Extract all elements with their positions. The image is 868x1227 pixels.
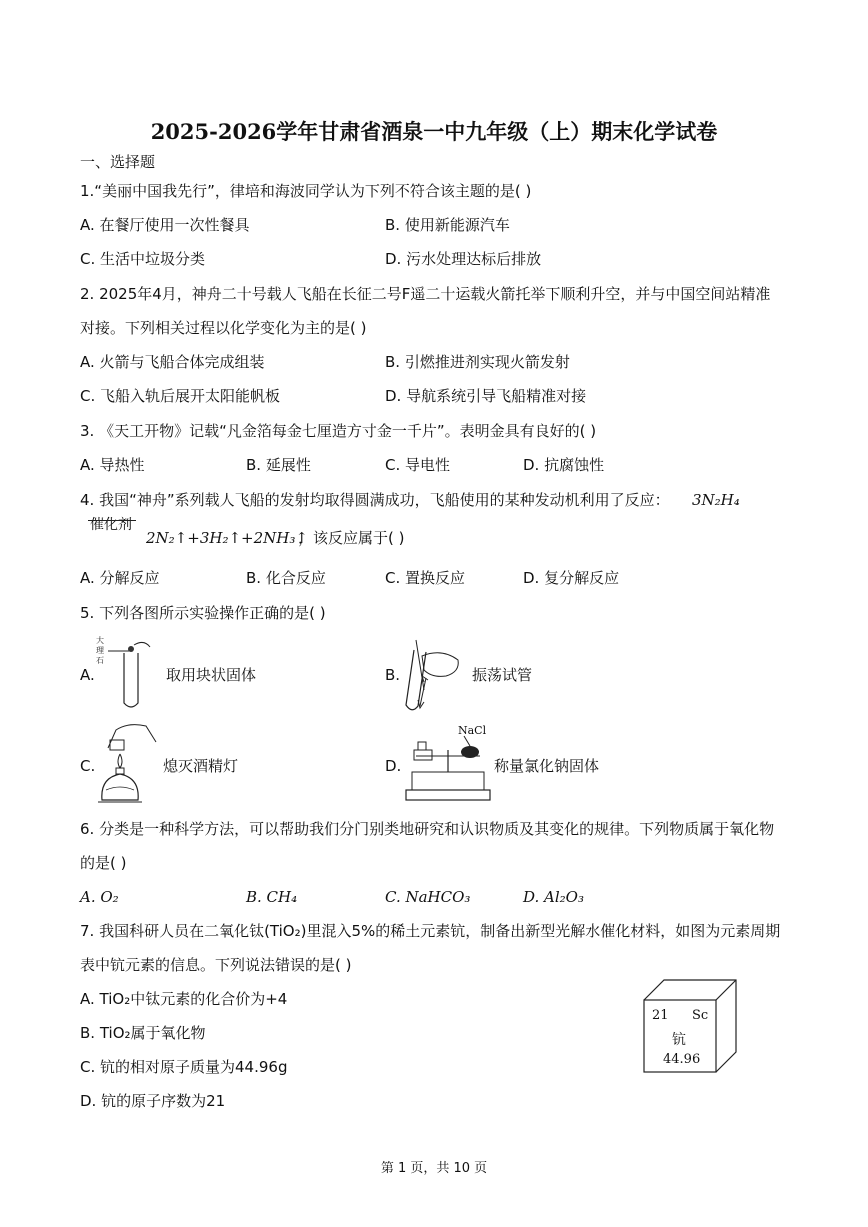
q5-option-d-label: 称量氯化钠固体 [494, 757, 600, 775]
q3-option-b: B. 延展性 [246, 456, 311, 474]
q2-option-a: A. 火箭与飞船合体完成组装 [80, 353, 265, 371]
q4-reactant: 3N₂H₄ [692, 491, 740, 509]
q7-option-c: C. 钪的相对原子质量为44.96g [80, 1058, 288, 1076]
q7-stem-line2: 表中钪元素的信息。下列说法错误的是( ) [80, 956, 352, 974]
q3-stem: 3. 《天工开物》记载“凡金箔每金七厘造方寸金一千片”。表明金具有良好的( ) [80, 422, 597, 440]
q1-stem: 1.“美丽中国我先行”，律培和海波同学认为下列不符合该主题的是( ) [80, 182, 532, 200]
q3-option-a: A. 导热性 [80, 456, 145, 474]
q1-option-c: C. 生活中垃圾分类 [80, 250, 206, 268]
q4-stem-line2: ，该反应属于( ) [298, 529, 405, 547]
element-name: 钪 [672, 1032, 686, 1048]
q7-option-a: A. TiO₂中钛元素的化合价为+4 [80, 990, 288, 1008]
q4-option-a: A. 分解反应 [80, 569, 160, 587]
q5-option-d: D. [385, 757, 402, 775]
page-title: 2025-2026学年甘肃省酒泉一中九年级（上）期末化学试卷 [150, 119, 718, 144]
q5-option-b-label: 振荡试管 [472, 666, 533, 684]
q1-option-b: B. 使用新能源汽车 [385, 216, 510, 234]
balance-weighing-figure [400, 720, 496, 804]
svg-text:NaCl: NaCl [458, 724, 487, 737]
q2-stem-line1: 2. 2025年4月，神舟二十号载人飞船在长征二号F遥二十运载火箭托举下顺利升空，并与中国空间站精准 [80, 285, 771, 303]
q5-option-a-label: 取用块状固体 [166, 666, 257, 684]
section-heading: 一、选择题 [80, 153, 156, 171]
q4-catalyst-label: 催化剂 [90, 517, 132, 533]
q6-option-c: C. NaHCO₃ [385, 888, 471, 906]
q4-option-d: D. 复分解反应 [523, 569, 620, 587]
q6-option-b: B. CH₄ [246, 888, 298, 906]
element-atomic-number: 21 [652, 1008, 669, 1023]
q7-option-b: B. TiO₂属于氧化物 [80, 1024, 206, 1042]
q3-option-d: D. 抗腐蚀性 [523, 456, 605, 474]
shaking-test-tube-figure [398, 630, 466, 716]
q4-products: 2N₂↑+3H₂↑+2NH₃↑ [146, 529, 308, 547]
q6-option-d: D. Al₂O₃ [523, 888, 584, 906]
q4-stem-line1: 4. 我国“神舟”系列载人飞船的发射均取得圆满成功，飞船使用的某种发动机利用了反应： [80, 491, 670, 509]
svg-text:石: 石 [96, 656, 104, 665]
q7-stem-line1: 7. 我国科研人员在二氧化钛(TiO₂)里混入5%的稀土元素钪，制备出新型光解水催化材料，如图为元素周期 [80, 922, 781, 940]
element-symbol: Sc [692, 1008, 709, 1023]
page-footer: 第 1 页，共 10 页 [380, 1161, 488, 1176]
q4-option-c: C. 置换反应 [385, 569, 466, 587]
q5-option-c-label: 熄灭酒精灯 [163, 757, 239, 775]
element-atomic-mass: 44.96 [663, 1052, 701, 1067]
svg-text:理: 理 [96, 646, 104, 655]
q7-option-d: D. 钪的原子序数为21 [80, 1092, 226, 1110]
q2-option-b: B. 引燃推进剂实现火箭发射 [385, 353, 570, 371]
q3-option-c: C. 导电性 [385, 456, 451, 474]
q5-option-c: C. [80, 757, 96, 775]
q2-stem-line2: 对接。下列相关过程以化学变化为主的是( ) [80, 319, 367, 337]
q5-stem: 5. 下列各图所示实验操作正确的是( ) [80, 604, 326, 622]
q5-option-b: B. [385, 666, 401, 684]
q5-option-a: A. [80, 666, 95, 684]
q2-option-c: C. 飞船入轨后展开太阳能帆板 [80, 387, 281, 405]
q4-reaction-arrow-line [88, 520, 136, 521]
q6-stem-line2: 的是( ) [80, 854, 127, 872]
svg-text:大: 大 [96, 636, 104, 645]
test-tube-solid-figure [94, 633, 154, 713]
q1-option-a: A. 在餐厅使用一次性餐具 [80, 216, 250, 234]
q1-option-d: D. 污水处理达标后排放 [385, 250, 542, 268]
q4-option-b: B. 化合反应 [246, 569, 326, 587]
alcohol-lamp-figure [94, 720, 160, 806]
q2-option-d: D. 导航系统引导飞船精准对接 [385, 387, 587, 405]
q6-option-a: A. O₂ [80, 888, 119, 906]
q6-stem-line1: 6. 分类是一种科学方法，可以帮助我们分门别类地研究和认识物质及其变化的规律。下列物质属于氧化物 [80, 820, 775, 838]
